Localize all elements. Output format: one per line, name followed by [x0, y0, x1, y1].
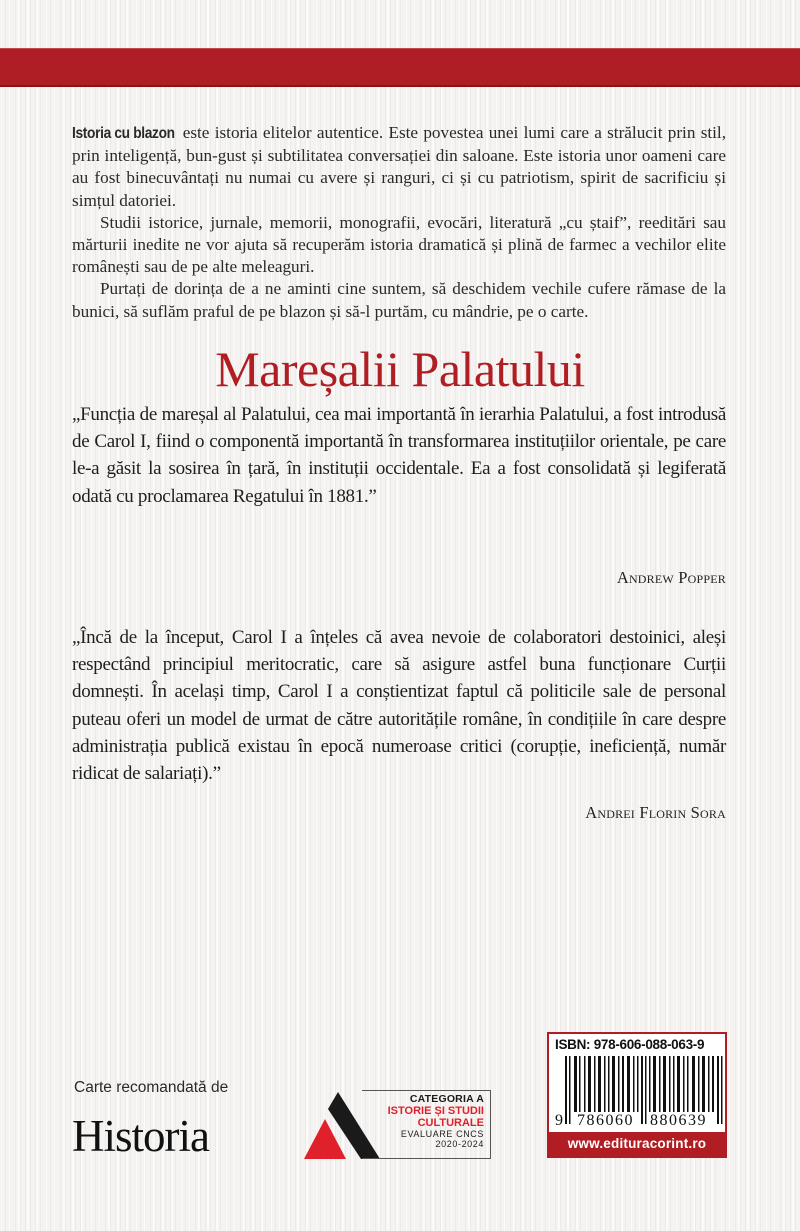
- barcode-digit-group-2: 880639: [650, 1112, 707, 1129]
- blurb-paragraph-1: [72, 122, 726, 212]
- barcode-digit-group-1: 786060: [577, 1112, 634, 1129]
- recommendation-label: Carte recomandată de: [74, 1079, 229, 1096]
- cncs-category: CATEGORIA A: [409, 1093, 484, 1105]
- blurb-paragraph-2: Studii istorice, jurnale, memorii, monografii, evocări, literatură „cu ștaif”, reeditări sau mărturii inedite ne vor ajuta să recuperăm istoria dramatică și plină de farmec a vechilor elite românești sau de pe alte meleaguri.: [72, 212, 726, 277]
- historia-logo: Historia: [72, 1111, 209, 1161]
- cncs-period: 2020-2024: [435, 1139, 484, 1149]
- quote-2-text: „Încă de la început, Carol I a înțeles că avea nevoie de colaboratori destoinici, aleși respectând principiul meritocratic, care să asigure astfel buna funcționare Curții domnești. În același timp, Carol I a conștientizat faptul că politicile sale de personal puteau oferi un model de urmat de către autoritățile române, în condițiile în care despre administrația publică existau în epocă numeroase critici (corupție, ineficiență, număr ridicat de salariați).”: [72, 627, 726, 785]
- series-name: Istoria cu blazon: [72, 125, 175, 142]
- cncs-field-line-2: CULTURALE: [417, 1117, 484, 1129]
- publisher-website: www.edituracorint.ro: [549, 1132, 725, 1156]
- cncs-evaluation: EVALUARE CNCS: [400, 1129, 484, 1139]
- series-description: [72, 122, 726, 323]
- cncs-badge-text: [388, 1093, 484, 1149]
- quote-1-author: Andrew Popper: [616, 568, 726, 587]
- book-title: Mareșalii Palatului: [215, 341, 585, 397]
- isbn-label: ISBN: 978-606-088-063-9: [555, 1037, 705, 1052]
- cncs-field-line-1: ISTORIE ȘI STUDII: [387, 1105, 484, 1117]
- blurb-paragraph-3: Purtați de dorința de a ne aminti cine suntem, să deschidem vechile cufere rămase de la bunici, să suflăm praful de pe blazon și să-l purtăm, cu mândrie, pe o carte.: [72, 279, 726, 321]
- blurb-paragraph-1-text: este istoria elitelor autentice. Este povestea unei lumi care a strălucit prin stil, prin inteligență, bun-gust și subtilitatea conversației din saloane. Este istoria unor oameni care au fost binecuvântați nu numai cu avere și ranguri, ci și cu patriotism, spirit de sacrificiu și simțul datoriei.: [72, 123, 726, 210]
- barcode-digit-first: 9: [555, 1112, 565, 1129]
- top-red-band: [0, 48, 800, 87]
- cncs-category-badge: [302, 1087, 492, 1161]
- quote-2-author: Andrei Florin Sora: [585, 803, 726, 822]
- isbn-barcode-box: [547, 1032, 727, 1158]
- quote-1-text: „Funcția de mareșal al Palatului, cea mai importantă în ierarhia Palatului, a fost introdusă de Carol I, fiind o componentă importantă în transformarea instituțiilor orientale, pe care le-a găsit la sosirea în țară, în instituții occidentale. Ea a fost consolidată și legiferată odată cu proclamarea Regatului în 1881.”: [72, 404, 726, 507]
